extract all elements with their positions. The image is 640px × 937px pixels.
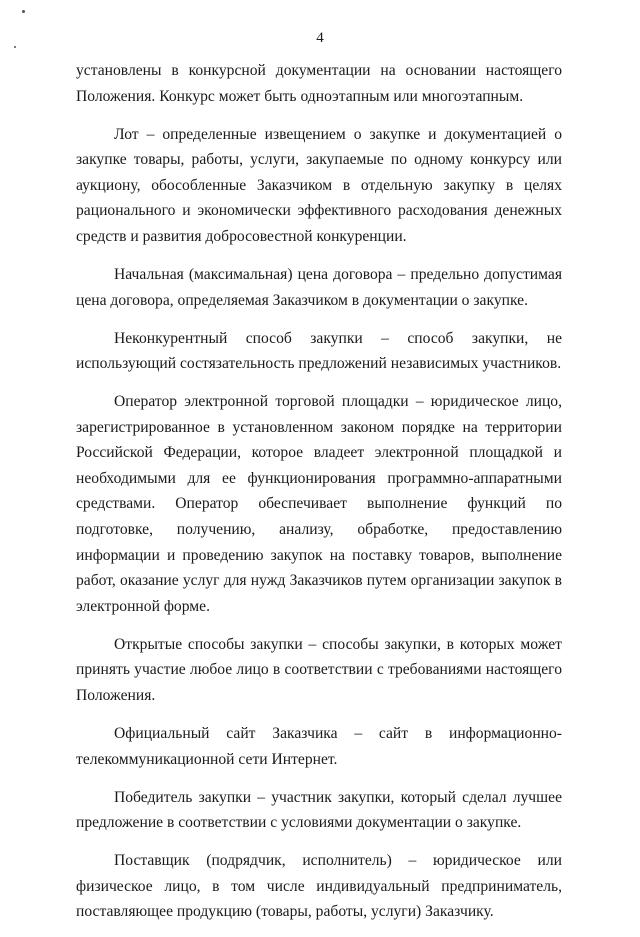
- document-body: [76, 58, 562, 937]
- paragraph-platform-operator: Оператор электронной торговой площадки – юридическое лицо, зарегистрированное в установленном законом порядке на территории Российской Федерации, которое владеет электронной площадкой и необходимыми для ее функционирования программно-аппаратными средствами. Оператор обеспечивает выполнение функций по подготовке, получению, анализу, обработке, предоставлению информации и проведению закупок на поставку товаров, выполнение работ, оказание услуг для нужд Заказчиков путем организации закупок в электронной форме.: [76, 393, 562, 615]
- page-number: 4: [316, 30, 324, 46]
- paragraph-winner: Победитель закупки – участник закупки, который сделал лучшее предложение в соответствии с условиями документации о закупке.: [76, 788, 562, 832]
- paragraph-initial-price: Начальная (максимальная) цена договора – предельно допустимая цена договора, определяемая Заказчиком в документации о закупке.: [76, 265, 562, 309]
- paragraph-lot-definition: Лот – определенные извещением о закупке и документацией о закупке товары, работы, услуги, закупаемые по одному конкурсу или аукциону, обособленные Заказчиком в отдельную закупку в целях рационального и экономически эффективного расходования денежных средств и развития добросовестной конкуренции.: [76, 125, 562, 245]
- paragraph-official-site: Официальный сайт Заказчика – сайт в информационно-телекоммуникационной сети Интернет.: [76, 725, 562, 768]
- paragraph-open-methods: Открытые способы закупки – способы закупки, в которых может принять участие любое лицо в соответствии с требованиями настоящего Положения.: [76, 635, 562, 705]
- paragraph-noncompetitive: Неконкурентный способ закупки – способ закупки, не использующий состязательность предложений независимых участников.: [76, 329, 562, 373]
- paragraph-continuation: установлены в конкурсной документации на основании настоящего Положения. Конкурс может быть одноэтапным или многоэтапным.: [76, 62, 562, 105]
- paragraph-supplier: Поставщик (подрядчик, исполнитель) – юридическое или физическое лицо, в том числе индивидуальный предприниматель, поставляющее продукцию (товары, работы, услуги) Заказчику.: [76, 852, 562, 921]
- scan-speck: [22, 10, 25, 13]
